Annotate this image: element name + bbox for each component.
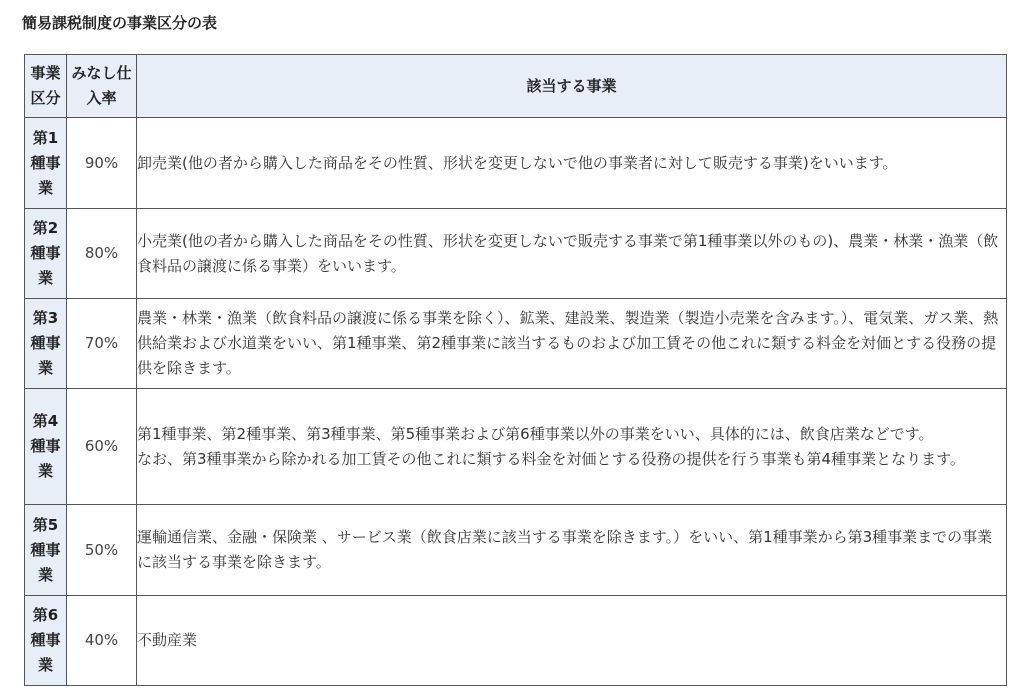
row-category: 第2種事業 xyxy=(25,209,67,299)
row-category: 第6種事業 xyxy=(25,596,67,686)
table-row xyxy=(25,596,1007,686)
row-description xyxy=(137,596,1007,686)
row-rate: 90% xyxy=(67,118,137,209)
row-description xyxy=(137,118,1007,209)
table-row xyxy=(25,118,1007,209)
header-rate: みなし仕入率 xyxy=(67,55,137,118)
row-rate: 50% xyxy=(67,505,137,596)
row-category: 第3種事業 xyxy=(25,299,67,389)
description-line: 不動産業 xyxy=(137,631,198,649)
row-description xyxy=(137,209,1007,299)
row-rate: 70% xyxy=(67,299,137,389)
row-description xyxy=(137,389,1007,505)
business-category-table xyxy=(24,54,1007,686)
description-line: 農業・林業・漁業（飲食料品の譲渡に係る事業を除く）、鉱業、建設業、製造業（製造小売業を含みます。）、電気業、ガス業、熱供給業および水道業をいい、第1種事業、第2種事業に該当するものおよび加工賃その他これに類する料金を対価とする役務の提供を除きます。 xyxy=(137,309,999,377)
row-rate: 40% xyxy=(67,596,137,686)
table-row xyxy=(25,299,1007,389)
description-line: 第1種事業、第2種事業、第3種事業、第5種事業および第6種事業以外の事業をいい、具体的には、飲食店業などです。 xyxy=(137,424,934,443)
header-description: 該当する事業 xyxy=(137,55,1007,118)
description-line: なお、第3種事業から除かれる加工賃その他これに類する料金を対価とする役務の提供を行う事業も第4種事業となります。 xyxy=(137,449,965,468)
row-description xyxy=(137,505,1007,596)
description-line: 運輸通信業、金融・保険業 、サービス業（飲食店業に該当する事業を除きます。）をいい、第1種事業から第3種事業までの事業に該当する事業を除きます。 xyxy=(137,528,993,571)
table-row xyxy=(25,209,1007,299)
row-category: 第4種事業 xyxy=(25,389,67,505)
row-description xyxy=(137,299,1007,389)
row-category: 第1種事業 xyxy=(25,118,67,209)
description-line: 卸売業(他の者から購入した商品をその性質、形状を変更しないで他の事業者に対して販売する事業)をいいます。 xyxy=(137,153,898,172)
description-line: 小売業(他の者から購入した商品をその性質、形状を変更しないで販売する事業で第1種事業以外のもの)、農業・林業・漁業（飲食料品の譲渡に係る事業）をいいます。 xyxy=(137,231,999,275)
table-row xyxy=(25,389,1007,505)
table-header-row xyxy=(25,55,1007,118)
row-rate: 60% xyxy=(67,389,137,505)
row-category: 第5種事業 xyxy=(25,505,67,596)
page-title: 簡易課税制度の事業区分の表 xyxy=(22,14,218,32)
header-category: 事業区分 xyxy=(25,55,67,118)
row-rate: 80% xyxy=(67,209,137,299)
table-row xyxy=(25,505,1007,596)
